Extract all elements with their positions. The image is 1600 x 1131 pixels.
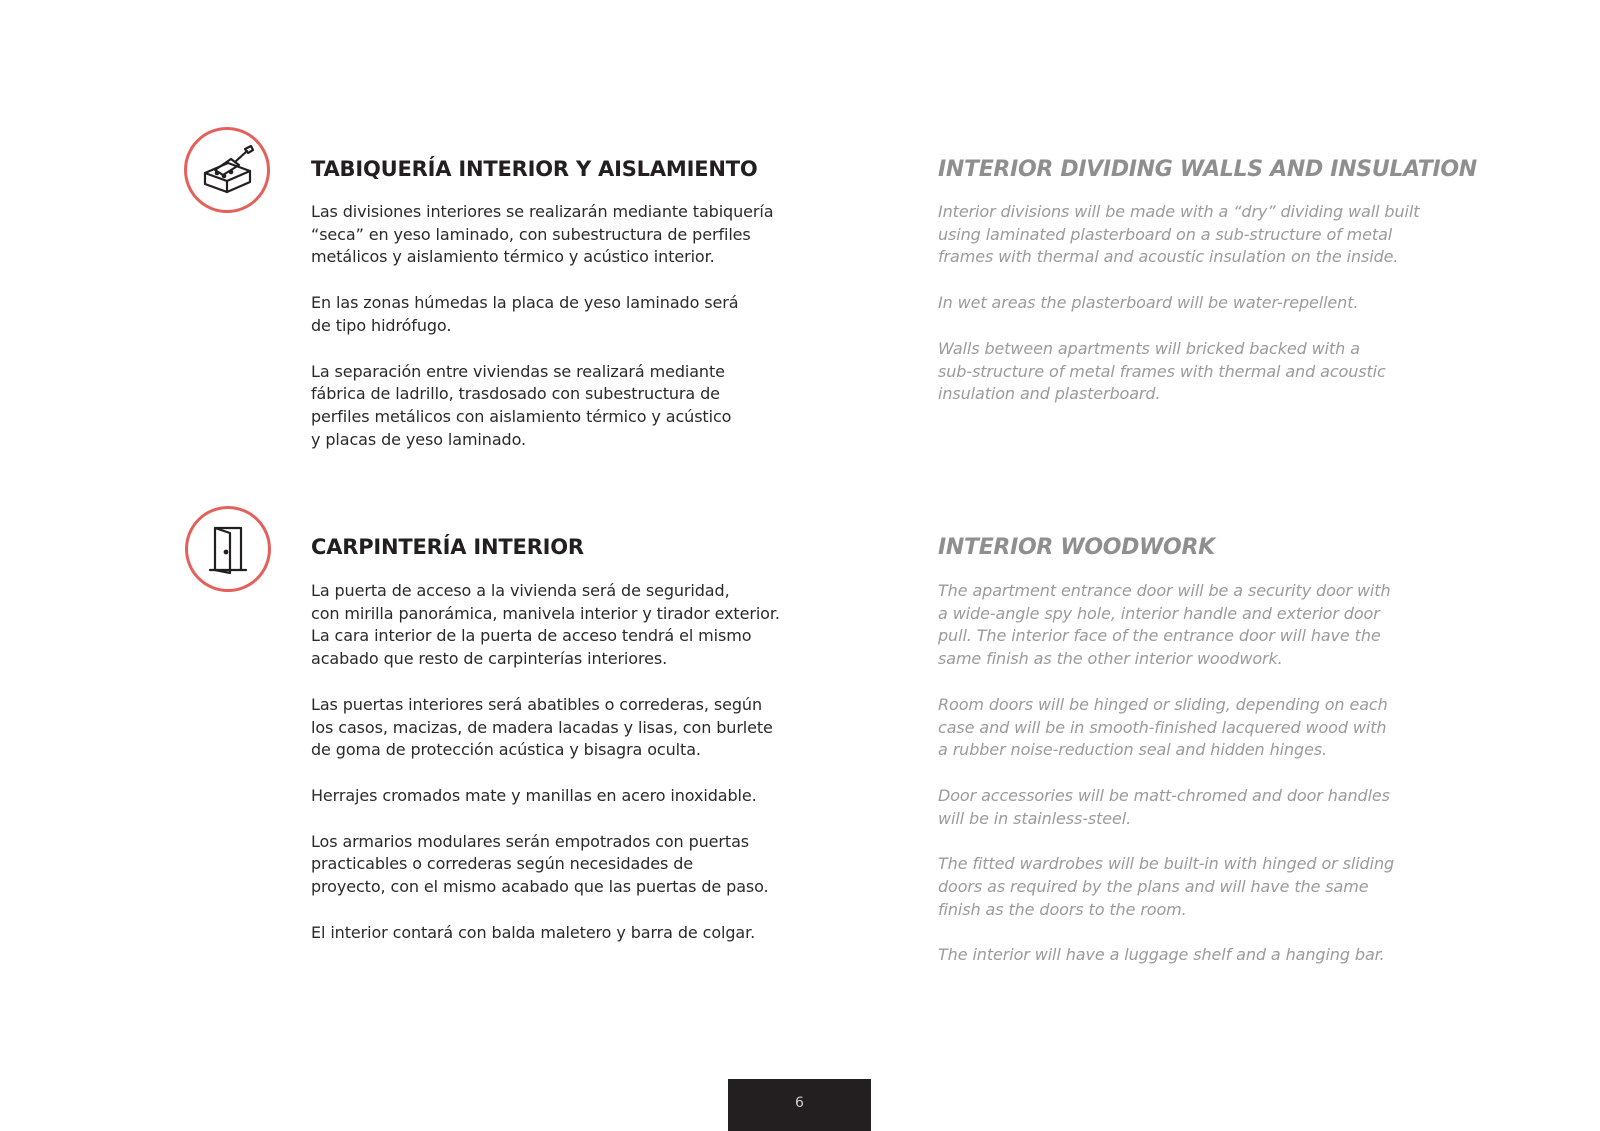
section-body-en xyxy=(938,201,1458,429)
section-heading-en: INTERIOR WOODWORK xyxy=(938,535,1215,560)
paragraph: In wet areas the plasterboard will be water-repellent. xyxy=(938,293,1359,313)
paragraph: The interior will have a luggage shelf and a hanging bar. xyxy=(938,945,1385,965)
door-icon xyxy=(188,509,268,589)
section-body-es xyxy=(311,580,831,967)
section-heading-es: CARPINTERÍA INTERIOR xyxy=(311,535,584,559)
paragraph: The apartment entrance door will be a security door with a wide-angle spy hole, interior handle and exterior door pull. The interior face of the entrance door will have the same finish as the other interior woodwork. xyxy=(938,581,1391,669)
paragraph: Las puertas interiores será abatibles o correderas, según los casos, macizas, de madera lacadas y lisas, con burlete de goma de protección acústica y bisagra oculta. xyxy=(311,694,773,760)
section-icon-circle xyxy=(185,506,271,592)
paragraph: El interior contará con balda maletero y barra de colgar. xyxy=(311,922,756,942)
paragraph: Door accessories will be matt-chromed and door handles will be in stainless-steel. xyxy=(938,785,1390,828)
paragraph: The fitted wardrobes will be built-in with hinged or sliding doors as required by the plans and will have the same finish as the doors to the room. xyxy=(938,854,1395,919)
paragraph: La separación entre viviendas se realizará mediante fábrica de ladrillo, trasdosado con subestructura de perfiles metálicos con aislamiento térmico y acústico y placas de yeso laminado. xyxy=(311,361,732,449)
paragraph: Walls between apartments will bricked backed with a sub-structure of metal frames with thermal and acoustic insulation and plasterboard. xyxy=(938,338,1386,404)
paragraph: En las zonas húmedas la placa de yeso laminado será de tipo hidrófugo. xyxy=(311,293,739,335)
page-number-box xyxy=(728,1079,871,1131)
section-heading-en: INTERIOR DIVIDING WALLS AND INSULATION xyxy=(938,157,1477,182)
page-number: 6 xyxy=(795,1095,804,1111)
section-body-en xyxy=(938,580,1458,990)
paragraph: Herrajes cromados mate y manillas en acero inoxidable. xyxy=(311,785,757,805)
paragraph: Las divisiones interiores se realizarán mediante tabiquería “seca” en yeso laminado, con subestructura de perfiles metálicos y aislamiento térmico y acústico interior. xyxy=(311,202,774,267)
paragraph: La puerta de acceso a la vivienda será de seguridad, con mirilla panorámica, manivela interior y tirador exterior. La cara interior de la puerta de acceso tendrá el mismo acabado que resto de carpinterías interiores. xyxy=(311,581,780,669)
paragraph: Los armarios modulares serán empotrados con puertas practicables o correderas según necesidades de proyecto, con el mismo acabado que las puertas de paso. xyxy=(311,831,769,897)
section-icon-circle xyxy=(184,127,270,213)
brick-trowel-icon xyxy=(187,130,267,210)
paragraph: Interior divisions will be made with a “dry” dividing wall built using laminated plasterboard on a sub-structure of metal frames with thermal and acoustic insulation on the inside. xyxy=(938,202,1420,267)
paragraph: Room doors will be hinged or sliding, depending on each case and will be in smooth-finished lacquered wood with a rubber noise-reduction seal and hidden hinges. xyxy=(938,694,1388,760)
section-body-es xyxy=(311,201,831,474)
section-heading-es: TABIQUERÍA INTERIOR Y AISLAMIENTO xyxy=(311,157,758,181)
